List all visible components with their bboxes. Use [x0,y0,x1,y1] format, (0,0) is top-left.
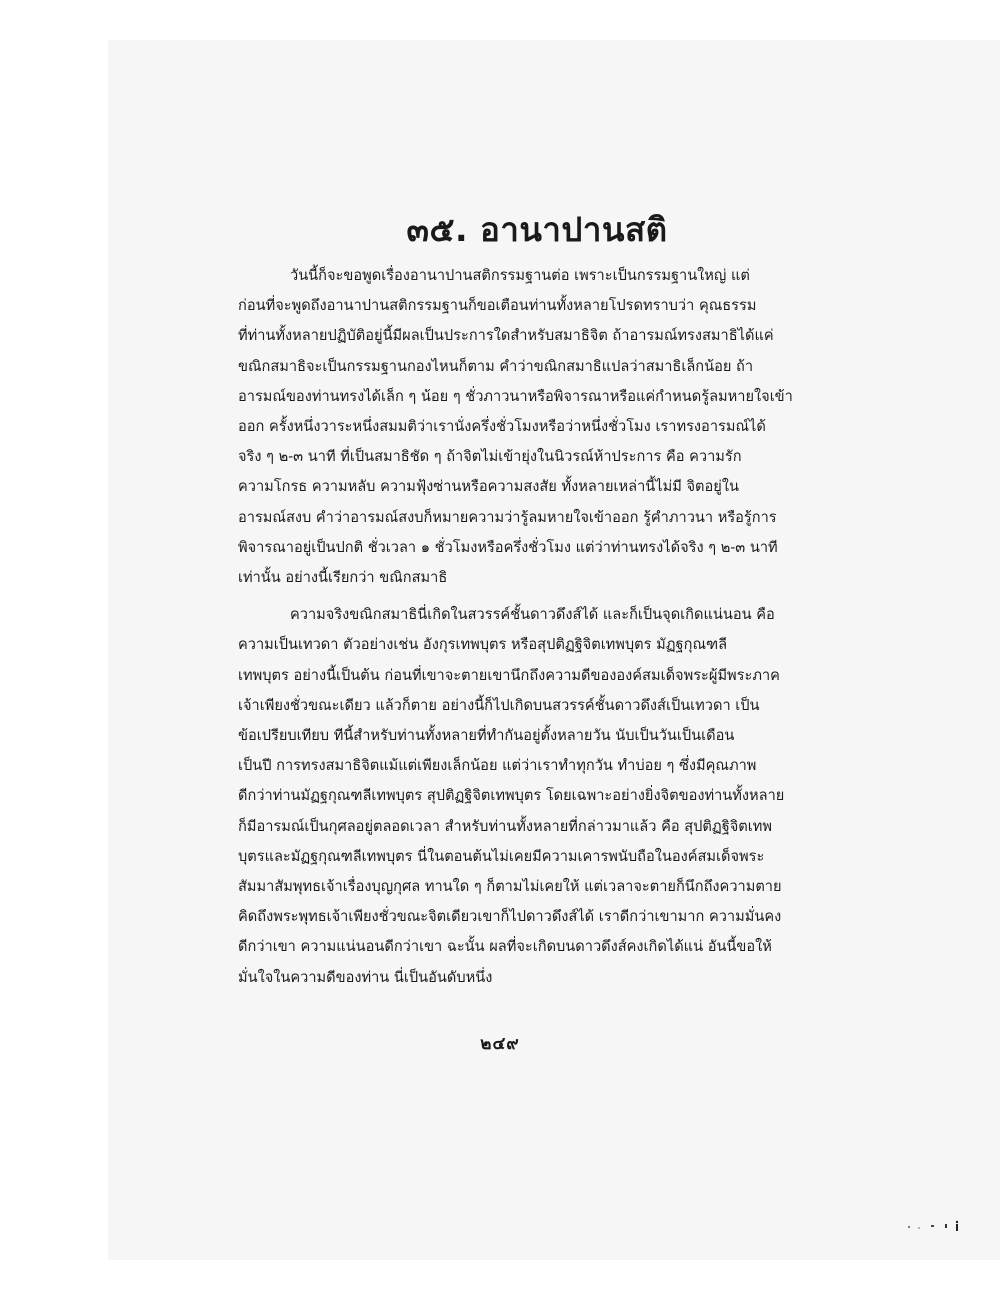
text-line: ข้อเปรียบเทียบ ทีนี้สำหรับท่านทั้งหลายที่ทำกันอยู่ตั้งหลายวัน นับเป็นวันเป็นเดือน [238,727,735,745]
paragraph-1 [238,261,836,593]
text-line: เทพบุตร อย่างนี้เป็นต้น ก่อนที่เขาจะตายเขานึกถึงความดีขององค์สมเด็จพระผู้มีพระภาค [238,666,780,684]
text-line: ที่ท่านทั้งหลายปฏิบัติอยู่นี้มีผลเป็นประการใดสำหรับสมาธิจิต ถ้าอารมณ์ทรงสมาธิได้แค่ [238,327,774,345]
text-line: ก่อนที่จะพูดถึงอานาปานสติกรรมฐานก็ขอเตือนท่านทั้งหลายโปรดทราบว่า คุณธรรม [238,297,757,315]
text-line: อารมณ์สงบ คำว่าอารมณ์สงบก็หมายความว่ารู้ลมหายใจเข้าออก รู้คำภาวนา หรือรู้การ [238,508,777,526]
text-line: ดีกว่าท่านมัฏฐกุณฑลีเทพบุตร สุปติฏฐิจิตเทพบุตร โดยเฉพาะอย่างยิ่งจิตของท่านทั้งหลาย [238,787,785,805]
chapter-title: ๓๕. อานาปานสติ [406,210,668,249]
text-line: สัมมาสัมพุทธเจ้าเรื่องบุญกุศล ทานใด ๆ ก็ตามไม่เคยให้ แต่เวลาจะตายก็นึกถึงความตาย [238,878,782,896]
text-line: ออก ครั้งหนึ่งวาระหนึ่งสมมติว่าเรานั่งครึ่งชั่วโมงหรือว่าหนึ่งชั่วโมง เราทรงอารมณ์ได้ [238,418,766,436]
text-line: ก็มีอารมณ์เป็นกุศลอยู่ตลอดเวลา สำหรับท่านทั้งหลายที่กล่าวมาแล้ว คือ สุปติฏฐิจิตเทพ [238,817,772,835]
text-line: วันนี้ก็จะขอพูดเรื่องอานาปานสติกรรมฐานต่อ เพราะเป็นกรรมฐานใหญ่ แต่ [290,267,750,284]
paragraph-2 [238,600,836,993]
text-line: คิดถึงพระพุทธเจ้าเพียงชั่วขณะจิตเดียวเขาก็ไปดาวดึงส์ได้ เราดีกว่าเขามาก ความมั่นคง [238,908,782,926]
text-line: ความโกรธ ความหลับ ความฟุ้งซ่านหรือความสงสัย ทั้งหลายเหล่านี้ไม่มี จิตอยู่ใน [238,478,739,496]
text-line: เป็นปี การทรงสมาธิจิตแม้แต่เพียงเล็กน้อย แต่ว่าเราทำทุกวัน ทำบ่อย ๆ ซึ่งมีคุณภาพ [238,757,757,775]
text-line: มั่นใจในความดีของท่าน นี่เป็นอันดับหนึ่ง [238,968,493,986]
text-line: เท่านั้น อย่างนี้เรียกว่า ขณิกสมาธิ [238,569,448,587]
page-number: ๒๔๙ [480,1034,520,1054]
text-line: ความจริงขณิกสมาธินี่เกิดในสวรรค์ชั้นดาวดึงส์ได้ และก็เป็นจุดเกิดแน่นอน คือ [290,606,775,624]
text-line: จริง ๆ ๒-๓ นาที ที่เป็นสมาธิชัด ๆ ถ้าจิตไม่เข้ายุ่งในนิวรณ์ห้าประการ คือ ความรัก [238,448,742,466]
text-line: ดีกว่าเขา ความแน่นอนดีกว่าเขา ฉะนั้น ผลที่จะเกิดบนดาวดึงส์คงเกิดได้แน่ อันนี้ขอให้ [238,938,772,956]
text-line: ขณิกสมาธิจะเป็นกรรมฐานกองไหนก็ตาม คำว่าขณิกสมาธิแปลว่าสมาธิเล็กน้อย ถ้า [238,357,754,375]
page-content [238,205,836,993]
text-line: อารมณ์ของท่านทรงได้เล็ก ๆ น้อย ๆ ชั่วภาวนาหรือพิจารณาหรือแค่กำหนดรู้ลมหายใจเข้า [238,387,793,405]
text-line: เจ้าเพียงชั่วขณะเดียว แล้วก็ตาย อย่างนี้ก็ไปเกิดบนสวรรค์ชั้นดาวดึงส์เป็นเทวดา เป็น [238,696,760,714]
text-line: บุตรและมัฏฐกุณฑลีเทพบุตร นี่ในตอนต้นไม่เคยมีความเคารพนับถือในองค์สมเด็จพระ [238,847,765,865]
text-line: พิจารณาอยู่เป็นปกติ ชั่วเวลา ๑ ชั่วโมงหรือครึ่งชั่วโมง แต่ว่าท่านทรงได้จริง ๆ ๒-๓ นาที [238,538,778,556]
text-line: ความเป็นเทวดา ตัวอย่างเช่น อังกุรเทพบุตร หรือสุปติฏฐิจิตเทพบุตร มัฏฐกุณฑลี [238,636,728,654]
scan-speck-marks [905,1218,965,1232]
